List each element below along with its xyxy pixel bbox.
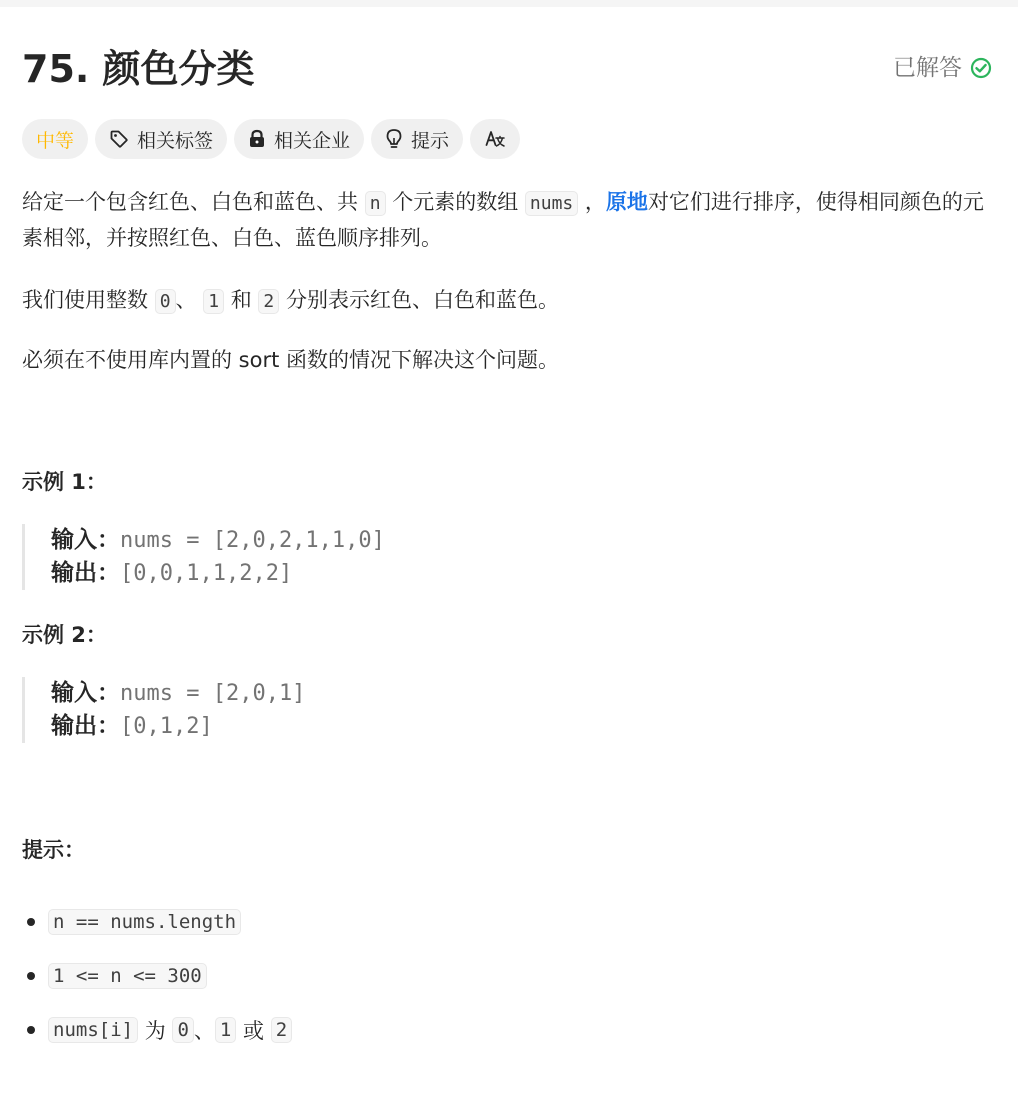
solved-label: 已解答 [893, 55, 962, 81]
topics-tag-button[interactable] [95, 119, 227, 159]
constraint-item: n == nums.length [22, 895, 292, 949]
constraint-item: 1 <= n <= 300 [22, 949, 292, 1003]
lock-icon [248, 129, 266, 149]
description-paragraph-1: 给定一个包含红色、白色和蓝色、共 n 个元素的数组 nums ，原地对它们进行排序，使得相同颜色的元素相邻，并按照红色、白色、蓝色顺序排列。 [22, 190, 984, 250]
difficulty-label: 中等 [36, 129, 75, 152]
lightbulb-icon [385, 128, 403, 150]
tag-icon [109, 129, 129, 149]
problem-title[interactable]: 75. 颜色分类 [22, 47, 255, 91]
title-row [22, 44, 992, 94]
check-circle-icon [970, 57, 992, 79]
code-1: 1 [203, 289, 224, 314]
in-place-link[interactable]: 原地 [605, 190, 648, 214]
companies-label: 相关企业 [274, 129, 351, 152]
translate-button[interactable] [470, 119, 520, 159]
solved-status [893, 52, 992, 84]
difficulty-badge[interactable] [22, 119, 88, 159]
topics-label: 相关标签 [137, 129, 214, 152]
code-nums: nums [525, 191, 578, 216]
hint-label: 提示 [411, 129, 450, 152]
example-1-title: 示例 1： [22, 470, 107, 494]
example-2-input: 输入：nums = [2,0,1] [51, 680, 306, 706]
constraints-title: 提示： [22, 838, 85, 862]
code-0: 0 [155, 289, 176, 314]
constraint-item: nums[i] 为 0 、 1 或 2 [22, 1003, 292, 1057]
example-2-title: 示例 2： [22, 623, 107, 647]
example-1-input: 输入：nums = [2,0,2,1,1,0] [51, 527, 385, 553]
example-1-output: 输出：[0,0,1,1,2,2] [51, 560, 293, 586]
example-1-block [22, 524, 992, 590]
code-2: 2 [258, 289, 279, 314]
description-paragraph-2: 我们使用整数 0 、 1 和 2 分别表示红色、白色和蓝色。 [22, 288, 559, 312]
example-2-output: 输出：[0,1,2] [51, 713, 213, 739]
hint-tag-button[interactable] [371, 119, 463, 159]
translate-icon [484, 128, 506, 150]
companies-tag-button[interactable] [234, 119, 364, 159]
example-2-block [22, 677, 992, 743]
constraints-list [22, 895, 292, 1057]
code-n: n [365, 191, 386, 216]
top-bar [0, 0, 1018, 7]
description-paragraph-3: 必须在不使用库内置的 sort 函数的情况下解决这个问题。 [22, 348, 560, 372]
tag-bar [22, 119, 520, 159]
